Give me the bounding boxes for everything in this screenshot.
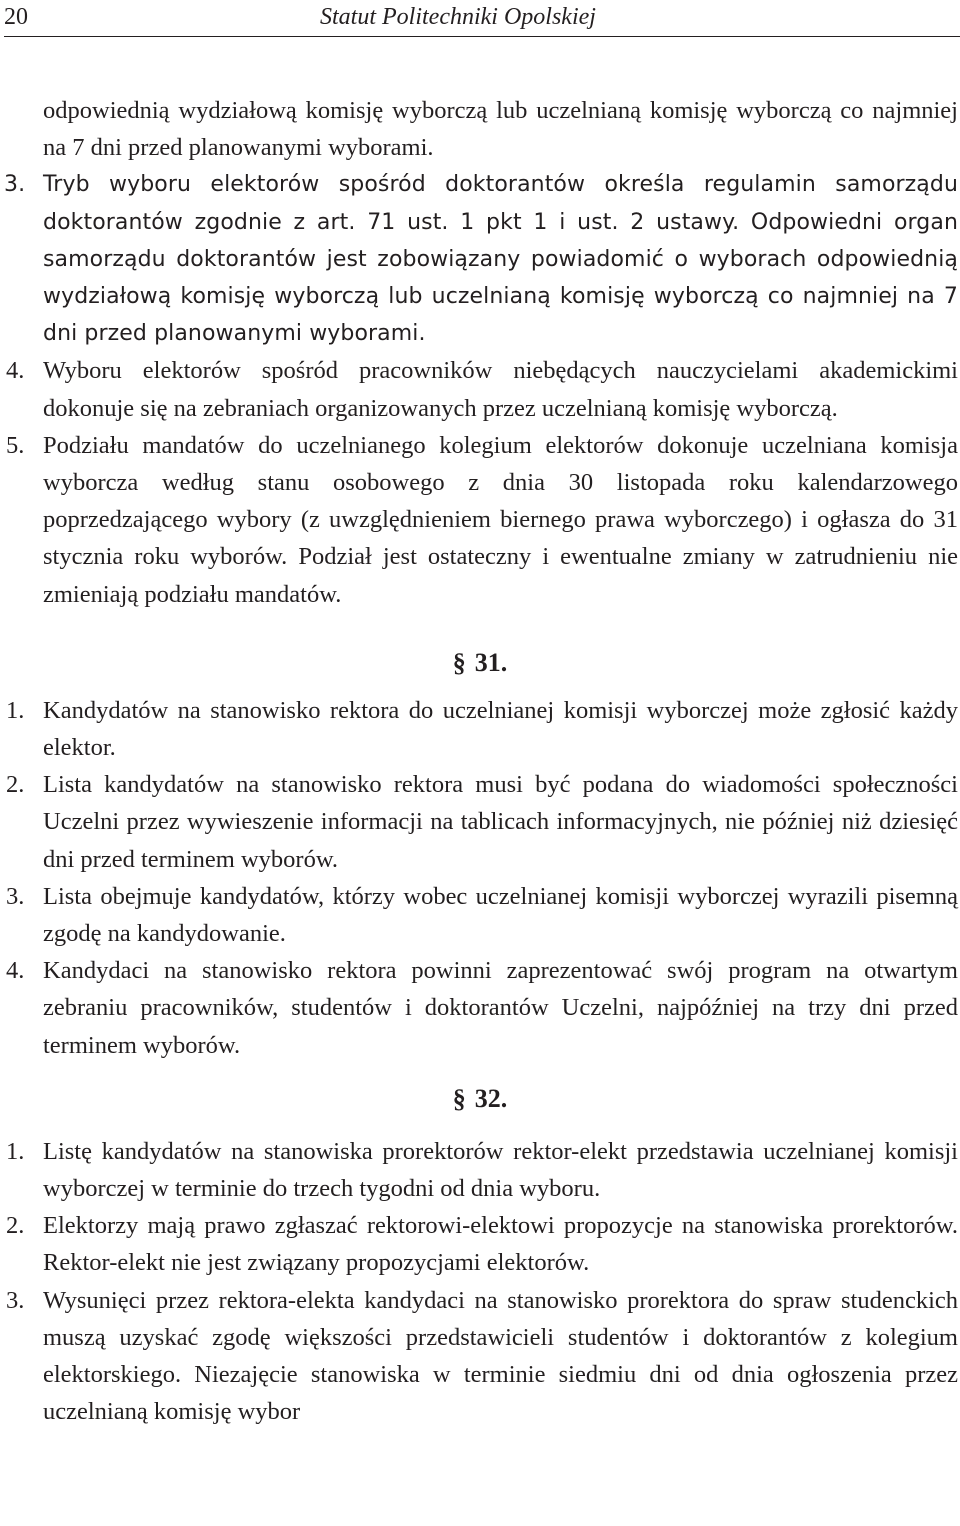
section-symbol: § — [452, 647, 466, 677]
list-item — [0, 1207, 958, 1281]
section-heading-31 — [0, 644, 960, 681]
item-text: Kandydaci na stanowisko rektora powinni zaprezentować swój program na otwartym zebraniu pracowników, studentów i doktorantów Uczelni, najpóźniej na trzy dni przed terminem wyborów. — [43, 957, 958, 1059]
item-number: 4. — [6, 957, 25, 985]
list-item — [0, 766, 958, 878]
list-item — [0, 166, 958, 352]
item-text: Lista kandydatów na stanowisko rektora musi być podana do wiadomości społeczności Uczelni przez wywieszenie informacji na tablicach informacyjnych, nie później niż dziesięć dni przed terminem wyborów. — [43, 771, 958, 873]
item-text: Tryb wyboru elektorów spośród doktorantów określa regulamin samorządu doktorantów zgodnie z art. 71 ust. 1 pkt 1 i ust. 2 ustawy. Odpowiedni organ samorządu doktorantów jest zobowiązany powiadomić o wyborach odpowiednią wydziałową komisję wyborczą lub uczelnianą komisję wyborczą co najmniej na 7 dni przed planowanymi wyborami. — [43, 172, 958, 347]
item-text: Wysunięci przez rektora-elekta kandydaci na stanowisko prorektora do spraw studenckich muszą uzyskać zgodę większości przedstawicieli studentów i doktorantów z kolegium elektorskiego. Niezajęcie stanowiska w terminie siedmiu dni od dnia ogłoszenia przez uczelnianą komisję wybor — [43, 1286, 958, 1426]
list-item — [0, 1133, 958, 1207]
item-number: 3. — [6, 882, 25, 910]
item-number: 3. — [6, 1286, 25, 1314]
header-divider — [4, 36, 960, 37]
item-text: Kandydatów na stanowisko rektora do uczelnianej komisji wyborczej może zgłosić każdy elektor. — [43, 696, 958, 762]
page-header — [4, 0, 960, 38]
page-content — [0, 92, 960, 1431]
section-symbol: § — [452, 1083, 466, 1113]
item-number: 1. — [6, 696, 25, 724]
item-text: Wyboru elektorów spośród pracowników niebędących nauczycielami akademickimi dokonuje się na zebraniach organizowanych przez uczelnianą komisję wyborczą. — [43, 357, 958, 422]
list-item — [0, 692, 958, 766]
page-number: 20 — [4, 4, 28, 30]
item-text: Lista obejmuje kandydatów, którzy wobec uczelnianej komisji wyborczej wyrazili pisemną zgodę na kandydowanie. — [43, 882, 958, 948]
item-text: Elektorzy mają prawo zgłaszać rektorowi-elektowi propozycje na stanowiska prorektorów. Rektor-elekt nie jest związany propozycjami elektorów. — [43, 1212, 958, 1277]
list-item — [0, 952, 958, 1064]
list-item — [0, 427, 958, 613]
continuation-paragraph: odpowiednią wydziałową komisję wyborczą lub uczelnianą komisję wyborczą co najmniej na 7 dni przed planowanymi wyborami. — [43, 97, 958, 162]
item-number: 2. — [6, 1212, 25, 1240]
item-number: 3. — [4, 172, 26, 198]
item-text: Listę kandydatów na stanowiska prorektorów rektor-elekt przedstawia uczelnianej komisji wyborczej w terminie do trzech tygodni od dnia wyboru. — [43, 1137, 958, 1203]
list-item — [0, 1282, 958, 1431]
item-number: 5. — [6, 431, 25, 459]
item-number: 1. — [6, 1137, 25, 1165]
section-number: 32. — [474, 1083, 508, 1113]
list-item — [0, 878, 958, 952]
running-title: Statut Politechniki Opolskiej — [320, 4, 596, 30]
item-text: Podziału mandatów do uczelnianego kolegium elektorów dokonuje uczelniana komisja wyborcza według stanu osobowego z dnia 30 listopada roku kalendarzowego poprzedzającego wybory (z uwzględnieniem biernego prawa wyborczego) i ogłasza do 31 stycznia roku wyborów. Podział jest ostateczny i ewentualne zmiany w zatrudnieniu nie zmieniają podziału mandatów. — [43, 431, 958, 608]
section-heading-32 — [0, 1080, 960, 1117]
list-item — [0, 352, 958, 426]
item-number: 2. — [6, 771, 25, 799]
section-number: 31. — [474, 647, 508, 677]
item-number: 4. — [6, 357, 25, 385]
